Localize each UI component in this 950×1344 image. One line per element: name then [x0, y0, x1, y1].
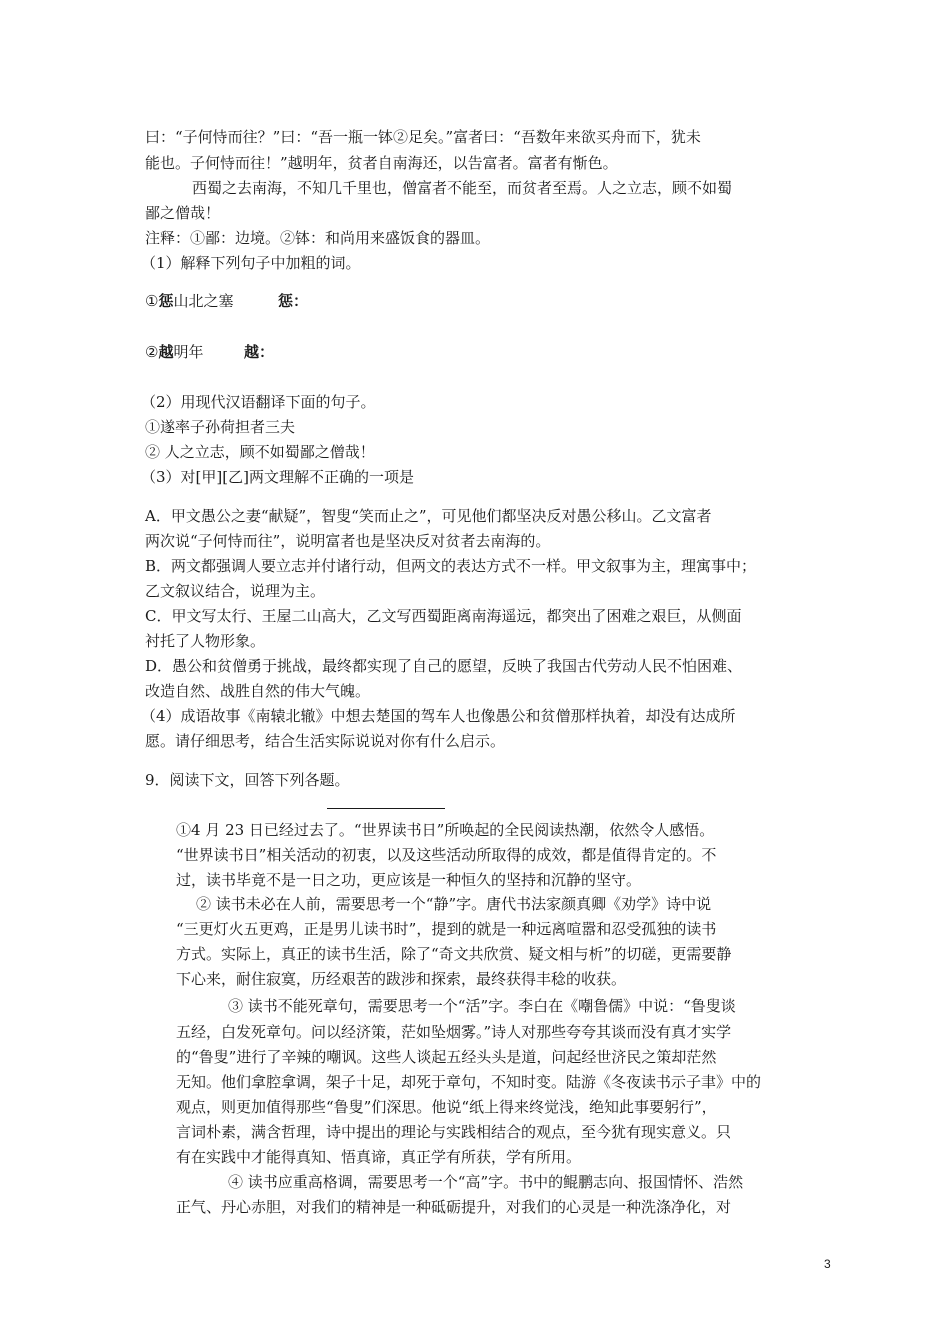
- q3-option-a-1: A．甲文愚公之妻“献疑”，智叟“笑而止之”，可见他们都坚决反对愚公移山。乙文富者: [145, 507, 712, 525]
- reading-line-16: 正气、丹心赤胆，对我们的精神是一种砥砺提升，对我们的心灵是一种洗涤净化，对: [176, 1198, 732, 1216]
- reading-line-6: 方式。实际上，真正的读书生活，除了“奇文共欣赏、疑文相与析”的切磋，更需要静: [176, 945, 732, 963]
- reading-line-10: 的“鲁叟”进行了辛辣的嘲讽。这些人谈起五经头头是道，问起经世济民之策却茫然: [176, 1048, 717, 1066]
- q3-option-a-2: 两次说“子何恃而往”，说明富者也是坚决反对贫者去南海的。: [145, 532, 551, 550]
- reading-line-15: ④ 读书应重高格调，需要思考一个“高”字。书中的鲲鹏志向、报国情怀、浩然: [228, 1173, 744, 1191]
- title-blank-line: [327, 808, 445, 809]
- q3-option-b-2: 乙文叙议结合，说理为主。: [145, 582, 326, 600]
- passage-line-3: 西蜀之去南海，不知几千里也，僧富者不能至，而贫者至焉。人之立志，顾不如蜀: [192, 179, 733, 197]
- q9-title: 9．阅读下文，回答下列各题。: [145, 771, 350, 789]
- q1-title: （1）解释下列句子中加粗的词。: [141, 254, 361, 272]
- q1-item-1: [145, 291, 233, 311]
- passage-notes: 注释：①鄙：边境。②钵：和尚用来盛饭食的器皿。: [145, 229, 491, 247]
- reading-line-4: ② 读书未必在人前，需要思考一个“静”字。唐代书法家颜真卿《劝学》诗中说: [196, 895, 712, 913]
- passage-line-4: 鄙之僧哉！: [145, 204, 221, 222]
- q1-item-1-rest: 山北之塞: [173, 292, 234, 310]
- passage-line-2: 能也。子何恃而往！”越明年，贫者自南海还，以告富者。富者有惭色。: [145, 154, 618, 172]
- q1-item-2-num: ②: [145, 343, 159, 361]
- reading-line-3: 过，读书毕竟不是一日之功，更应该是一种恒久的坚持和沉静的坚守。: [176, 871, 642, 889]
- passage-line-1: 曰：“子何恃而往？”曰：“吾一瓶一钵②足矣。”富者曰：“吾数年来欲买舟而下，犹未: [145, 128, 701, 146]
- q1-item-1-num: ①: [145, 292, 159, 310]
- q3-option-c-2: 衬托了人物形象。: [145, 632, 266, 650]
- q3-option-b-1: B．两文都强调人要立志并付诸行动，但两文的表达方式不一样。甲文叙事为主，理寓事中；: [145, 557, 757, 575]
- q2-title: （2）用现代汉语翻译下面的句子。: [141, 393, 376, 411]
- q1-item-1-bold: 惩: [158, 292, 174, 310]
- q1-item-2-bold: 越: [158, 343, 174, 361]
- reading-line-11: 无知。他们拿腔拿调，架子十足，却死于章句，不知时变。陆游《冬夜读书示子聿》中的: [176, 1073, 762, 1091]
- q3-option-d-1: D．愚公和贫僧勇于挑战，最终都实现了自己的愿望，反映了我国古代劳动人民不怕困难、: [145, 657, 743, 675]
- q1-item-2-label: 越：: [244, 343, 275, 361]
- q3-title: （3）对[甲][乙]两文理解不正确的一项是: [141, 468, 414, 486]
- q4-line-1: （4）成语故事《南辕北辙》中想去楚国的驾车人也像愚公和贫僧那样执着，却没有达成所: [141, 707, 736, 725]
- reading-line-7: 下心来，耐住寂寞，历经艰苦的跋涉和探索，最终获得丰稔的收获。: [176, 970, 627, 988]
- q2-sentence-1: ①遂率子孙荷担者三夫: [145, 418, 296, 436]
- q2-sentence-2: ② 人之立志，顾不如蜀鄙之僧哉！: [145, 443, 375, 461]
- q3-option-d-2: 改造自然、战胜自然的伟大气魄。: [145, 682, 371, 700]
- reading-line-9: 五经，白发死章句。问以经济策，茫如坠烟雾。”诗人对那些夸夸其谈而没有真才实学: [176, 1023, 732, 1041]
- reading-line-2: “世界读书日”相关活动的初衷，以及这些活动所取得的成效，都是值得肯定的。不: [176, 846, 717, 864]
- reading-line-1: ①4 月 23 日已经过去了。“世界读书日”所唤起的全民阅读热潮，依然令人感悟。: [176, 821, 715, 839]
- page-number: 3: [824, 1257, 831, 1271]
- q4-line-2: 愿。请仔细思考，结合生活实际说说对你有什么启示。: [145, 732, 506, 750]
- q1-item-2-rest: 明年: [173, 343, 204, 361]
- reading-line-12: 观点，则更加值得那些“鲁叟”们深思。他说“纸上得来终觉浅，绝知此事要躬行”，: [176, 1098, 717, 1116]
- reading-line-13: 言词朴素，满含哲理，诗中提出的理论与实践相结合的观点，至今犹有现实意义。只: [176, 1123, 732, 1141]
- reading-line-14: 有在实践中才能得真知、悟真谛，真正学有所获，学有所用。: [176, 1148, 582, 1166]
- q3-option-c-1: C．甲文写太行、王屋二山高大，乙文写西蜀距离南海遥远，都突出了困难之艰巨，从侧面: [145, 607, 742, 625]
- reading-line-8: ③ 读书不能死章句，需要思考一个“活”字。李白在《嘲鲁儒》中说：“鲁叟谈: [228, 997, 736, 1015]
- q1-item-2: [145, 342, 203, 362]
- q1-item-1-label: 惩：: [278, 292, 309, 310]
- reading-line-5: “三更灯火五更鸡，正是男儿读书时”，提到的就是一种远离喧嚣和忍受孤独的读书: [176, 920, 717, 938]
